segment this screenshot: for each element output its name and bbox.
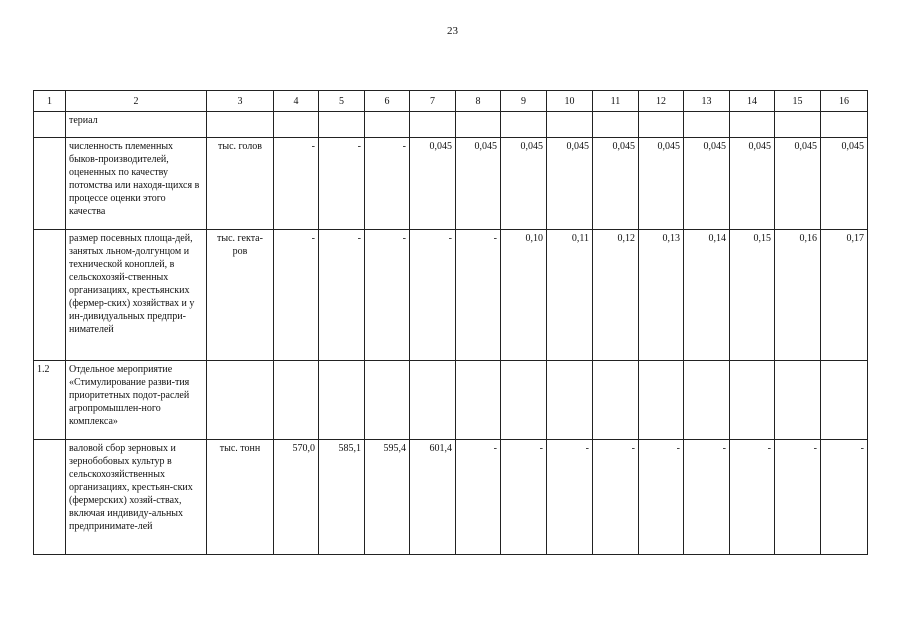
column-header: 1 [34,91,66,112]
unit-cell [207,361,274,440]
value-cell: 0,045 [456,138,501,230]
indicator-name-cell: териал [66,112,207,138]
unit-cell: тыс. гекта-ров [207,230,274,361]
value-cell: 0,045 [410,138,456,230]
value-cell [547,112,593,138]
value-cell: 0,045 [639,138,684,230]
value-cell: - [639,440,684,555]
value-cell [684,361,730,440]
column-header: 14 [730,91,775,112]
value-cell: 0,11 [547,230,593,361]
table-row [34,230,868,361]
value-cell: 570,0 [274,440,319,555]
column-header: 12 [639,91,684,112]
column-header: 7 [410,91,456,112]
value-cell: - [319,230,365,361]
value-cell: 0,045 [775,138,821,230]
column-header: 10 [547,91,593,112]
column-header: 15 [775,91,821,112]
value-cell [821,112,868,138]
value-cell: - [775,440,821,555]
row-index-cell [34,230,66,361]
indicator-name-cell: Отдельное мероприятие «Стимулирование разви-тия приоритетных подот-раслей агропромышлен-ного комплекса» [66,361,207,440]
value-cell: - [456,230,501,361]
column-header: 11 [593,91,639,112]
value-cell: 595,4 [365,440,410,555]
value-cell [730,361,775,440]
value-cell [730,112,775,138]
value-cell: 0,045 [501,138,547,230]
value-cell: 0,12 [593,230,639,361]
value-cell [501,361,547,440]
column-header: 8 [456,91,501,112]
table-row [34,112,868,138]
row-index-cell [34,112,66,138]
table-row [34,361,868,440]
value-cell: 0,045 [821,138,868,230]
table-row [34,138,868,230]
value-cell [593,112,639,138]
value-cell [684,112,730,138]
value-cell: 0,16 [775,230,821,361]
value-cell [501,112,547,138]
value-cell: - [365,138,410,230]
unit-cell: тыс. голов [207,138,274,230]
value-cell [365,361,410,440]
value-cell: 585,1 [319,440,365,555]
value-cell: 0,045 [547,138,593,230]
column-header: 4 [274,91,319,112]
value-cell: - [547,440,593,555]
unit-cell [207,112,274,138]
unit-cell: тыс. тонн [207,440,274,555]
page-number: 23 [447,25,458,37]
value-cell [639,112,684,138]
value-cell [319,361,365,440]
value-cell [274,112,319,138]
indicators-table [33,90,868,555]
value-cell: 0,14 [684,230,730,361]
value-cell: - [365,230,410,361]
indicator-name-cell: численность племенных быков-производителей, оцененных по качеству потомства или находя-щихся в процессе оценки этого качества [66,138,207,230]
value-cell [775,361,821,440]
value-cell [319,112,365,138]
indicator-name-cell: размер посевных площа-дей, занятых льном-долгунцом и технической коноплей, в сельскохозяй-ственных организациях, крестьянских (фермер-ских) хозяйствах и у ин-дивидуальных предпри-нимателей [66,230,207,361]
row-index-cell: 1.2 [34,361,66,440]
column-header: 5 [319,91,365,112]
value-cell [547,361,593,440]
column-header: 16 [821,91,868,112]
column-header: 3 [207,91,274,112]
value-cell: - [410,230,456,361]
value-cell [593,361,639,440]
value-cell: 0,045 [684,138,730,230]
value-cell: 0,13 [639,230,684,361]
table-row [34,440,868,555]
value-cell: 0,10 [501,230,547,361]
value-cell [821,361,868,440]
value-cell [365,112,410,138]
value-cell [775,112,821,138]
row-index-cell [34,138,66,230]
indicator-name-cell: валовой сбор зерновых и зернобобовых культур в сельскохозяйственных организациях, крестьян-ских (фермерских) хозяй-ствах, включая индивиду-альных предпринимате-лей [66,440,207,555]
value-cell: - [274,138,319,230]
column-header: 6 [365,91,410,112]
value-cell [456,361,501,440]
value-cell: 0,045 [593,138,639,230]
value-cell: - [274,230,319,361]
value-cell: - [593,440,639,555]
value-cell: 0,15 [730,230,775,361]
table-body [34,91,868,555]
value-cell [410,361,456,440]
value-cell: 0,17 [821,230,868,361]
value-cell: 0,045 [730,138,775,230]
value-cell: - [501,440,547,555]
row-index-cell [34,440,66,555]
value-cell [274,361,319,440]
value-cell: 601,4 [410,440,456,555]
value-cell: - [821,440,868,555]
value-cell: - [730,440,775,555]
column-header: 13 [684,91,730,112]
value-cell: - [456,440,501,555]
value-cell: - [684,440,730,555]
column-header: 9 [501,91,547,112]
value-cell: - [319,138,365,230]
value-cell [639,361,684,440]
value-cell [410,112,456,138]
column-header: 2 [66,91,207,112]
value-cell [456,112,501,138]
table-header-row [34,91,868,112]
